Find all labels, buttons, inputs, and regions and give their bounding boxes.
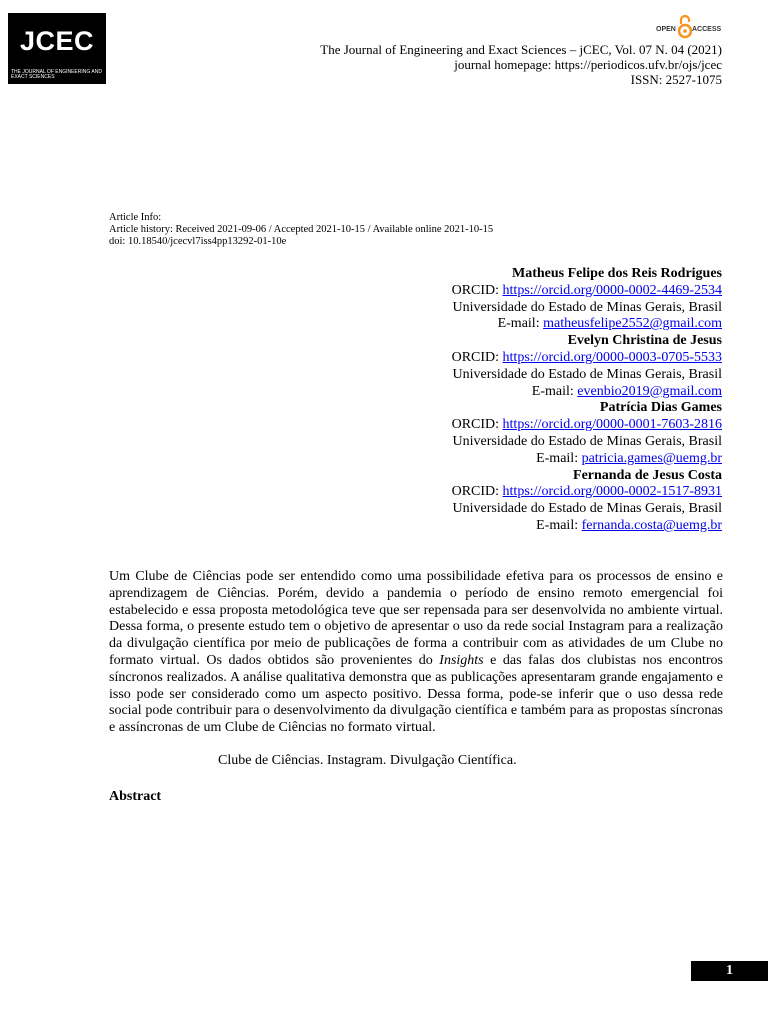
author-list bbox=[452, 266, 722, 535]
author-block bbox=[452, 333, 722, 400]
email-link[interactable]: patricia.games@uemg.br bbox=[581, 450, 722, 466]
author-email bbox=[452, 316, 722, 333]
author-name: Fernanda de Jesus Costa bbox=[573, 467, 722, 483]
email-link[interactable]: matheusfelipe2552@gmail.com bbox=[543, 316, 722, 332]
logo-subtitle: THE JOURNAL OF ENGINEERING AND EXACT SCIENCES bbox=[11, 69, 102, 80]
email-label: E-mail: bbox=[536, 450, 582, 466]
open-access-word1: OPEN bbox=[656, 26, 676, 33]
author-name: Matheus Felipe dos Reis Rodrigues bbox=[512, 266, 722, 281]
email-link[interactable]: fernanda.costa@uemg.br bbox=[581, 517, 722, 533]
article-history: Article history: Received 2021-09-06 / Accepted 2021-10-15 / Available online 2021-10-15 bbox=[109, 224, 494, 235]
orcid-label: ORCID: bbox=[451, 417, 503, 433]
open-access-lock-icon bbox=[678, 14, 692, 40]
journal-logo bbox=[8, 13, 106, 84]
orcid-link[interactable]: https://orcid.org/0000-0002-4469-2534 bbox=[502, 282, 722, 298]
author-orcid bbox=[452, 350, 722, 367]
author-name: Evelyn Christina de Jesus bbox=[567, 333, 722, 349]
author-block bbox=[452, 468, 722, 535]
article-info bbox=[109, 212, 493, 248]
author-name: Patrícia Dias Games bbox=[599, 400, 722, 416]
orcid-label: ORCID: bbox=[451, 484, 503, 500]
author-orcid bbox=[452, 417, 722, 434]
abstract-text-part1: Um Clube de Ciências pode ser entendido como uma possibilidade efetiva para os processos de ensino e aprendizagem de Ciências. Porém, devido a pandemia o período de ensino remoto emergencial foi estabelecido e essa proposta metodológica teve que ser repensada para ser desenvolvida no ambiente virtual. Dessa forma, o presente estudo tem o objetivo de apresentar o uso da rede social Instagram para a realização da divulgação científica por meio de publicações de forma a contribuir com as atividades de um Clube no formato virtual. Os dados obtidos são provenientes do bbox=[109, 569, 723, 668]
author-email bbox=[452, 518, 722, 535]
journal-citation: The Journal of Engineering and Exact Sciences – jCEC, Vol. 07 N. 04 (2021) bbox=[320, 42, 722, 57]
orcid-link[interactable]: https://orcid.org/0000-0003-0705-5533 bbox=[502, 349, 722, 365]
journal-homepage: journal homepage: https://periodicos.ufv.br/ojs/jcec bbox=[454, 57, 722, 72]
author-affiliation: Universidade do Estado de Minas Gerais, Brasil bbox=[452, 433, 722, 449]
author-block bbox=[452, 266, 722, 333]
author-affiliation: Universidade do Estado de Minas Gerais, Brasil bbox=[452, 299, 722, 315]
author-block bbox=[452, 400, 722, 467]
author-affiliation: Universidade do Estado de Minas Gerais, Brasil bbox=[452, 501, 722, 517]
abstract-portuguese bbox=[109, 569, 723, 737]
author-email bbox=[452, 384, 722, 401]
journal-header bbox=[320, 42, 722, 87]
article-doi: doi: 10.18540/jcecvl7iss4pp13292-01-10e bbox=[109, 236, 287, 247]
page-number: 1 bbox=[691, 961, 768, 981]
orcid-link[interactable]: https://orcid.org/0000-0002-1517-8931 bbox=[502, 484, 722, 500]
article-info-label: Article Info: bbox=[109, 212, 162, 223]
journal-issn: ISSN: 2527-1075 bbox=[630, 72, 722, 87]
author-affiliation: Universidade do Estado de Minas Gerais, Brasil bbox=[452, 366, 722, 382]
author-orcid bbox=[452, 484, 722, 501]
open-access-word2: ACCESS bbox=[692, 26, 722, 33]
orcid-label: ORCID: bbox=[451, 349, 503, 365]
abstract-text-italic: Insights bbox=[439, 652, 484, 668]
email-label: E-mail: bbox=[531, 383, 578, 399]
logo-text: JCEC bbox=[19, 26, 95, 56]
email-label: E-mail: bbox=[536, 517, 582, 533]
abstract-heading: Abstract bbox=[109, 789, 162, 804]
orcid-link[interactable]: https://orcid.org/0000-0001-7603-2816 bbox=[502, 417, 722, 433]
orcid-label: ORCID: bbox=[451, 282, 503, 298]
email-link[interactable]: evenbio2019@gmail.com bbox=[577, 383, 722, 399]
author-email bbox=[452, 451, 722, 468]
email-label: E-mail: bbox=[497, 316, 544, 332]
keywords: Clube de Ciências. Instagram. Divulgação Científica. bbox=[218, 753, 517, 768]
abstract-text-part2: e das falas dos clubistas nos encontros síncronos realizados. A análise qualitativa demonstra que as publicações apresentaram grande engajamento e isso pode ser considerado como um aspecto positivo. Dessa forma, pode-se inferir que o uso dessa rede social pode contribuir para o desenvolvimento da divulgação científica e também para as propostas síncronas e assíncronas de um Clube de Ciências no formato virtual. bbox=[109, 652, 723, 736]
author-orcid bbox=[452, 283, 722, 300]
open-access-badge bbox=[656, 14, 736, 42]
